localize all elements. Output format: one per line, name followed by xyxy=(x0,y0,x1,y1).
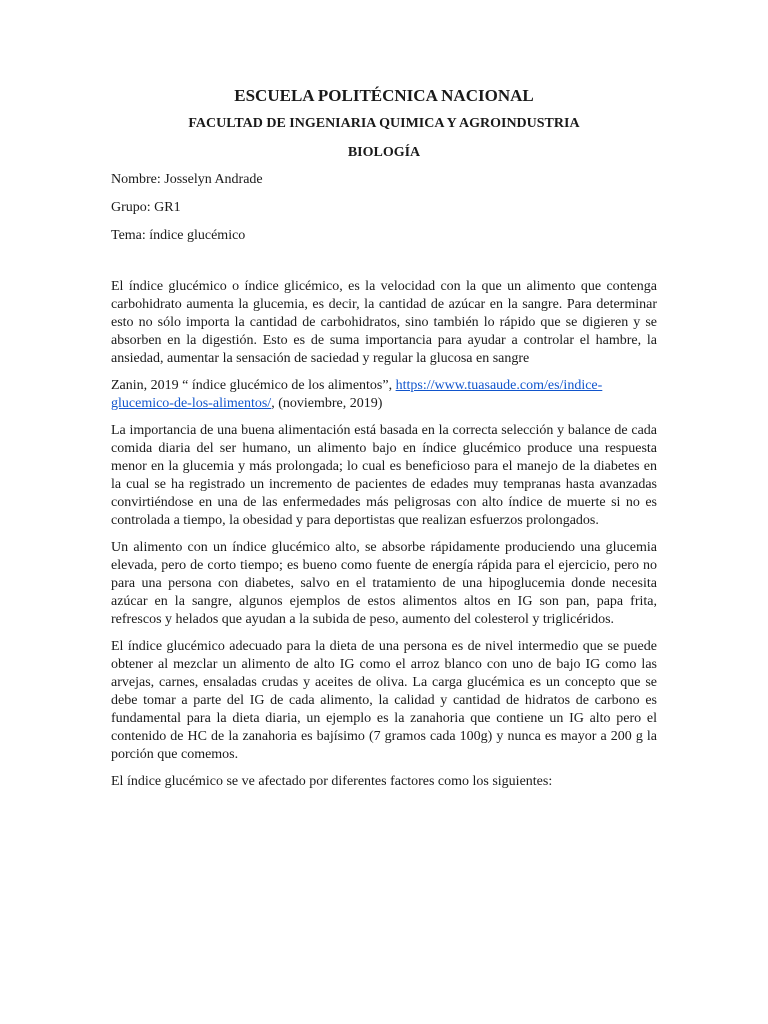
institution-title: ESCUELA POLITÉCNICA NACIONAL xyxy=(234,86,534,105)
paragraph-importance: La importancia de una buena alimentación está basada en la correcta selección y balance de cada comida diaria del ser humano, un alimento bajo en índice glucémico produce una respuesta menor en la glucemia y más prolongada; lo cual es beneficioso para el manejo de la diabetes en la cual se ha registrado un incremento de pacientes de edades muy tempranas hasta avanzadas convirtiéndose en una de las enfermedades más peligrosas con alto índice de muerte si no es controlada a tiempo, la obesidad y para deportistas que realizan esfuerzos prolongados. xyxy=(111,423,657,528)
citation-link[interactable]: https://www.tuasaude.com/es/indice-glucemico-de-los-alimentos/ xyxy=(111,378,603,411)
student-group: Grupo: GR1 xyxy=(111,200,181,215)
paragraph-factors: El índice glucémico se ve afectado por diferentes factores como los siguientes: xyxy=(111,774,553,789)
document-content xyxy=(111,86,657,800)
document-topic: Tema: índice glucémico xyxy=(111,228,246,243)
citation xyxy=(111,377,657,413)
subject-heading: BIOLOGÍA xyxy=(347,145,421,160)
paragraph-definition: El índice glucémico o índice glicémico, es la velocidad con la que un alimento que contenga carbohidrato aumenta la glucemia, es decir, la cantidad de azúcar en la sangre. Para determinar esto no sólo importa la cantidad de carbohidratos, sino también lo rápido que se digieren y se absorben en la digestión. Esto es de suma importancia para ayudar a controlar el hambre, la ansiedad, aumentar la sensación de saciedad y regular la glucosa en sangre xyxy=(111,279,657,366)
citation-date: , (noviembre, 2019) xyxy=(271,396,383,411)
faculty-subtitle: FACULTAD DE INGENIARIA QUIMICA Y AGROINDUSTRIA xyxy=(188,116,580,131)
paragraph-adequate-gi: El índice glucémico adecuado para la dieta de una persona es de nivel intermedio que se puede obtener al mezclar un alimento de alto IG como el arroz blanco con uno de bajo IG como las arvejas, carnes, ensaladas crudas y aceites de oliva. La carga glucémica es un concepto que se debe tomar a parte del IG de cada alimento, la calidad y cantidad de hidratos de carbono es fundamental para la dieta diaria, un ejemplo es la zanahoria que contiene un IG alto pero el contenido de HC de la zanahoria es bajísimo (7 gramos cada 100g) y nunca es mayor a 200 g la porción que comemos. xyxy=(111,639,657,762)
citation-text: Zanin, 2019 “ índice glucémico de los alimentos”, xyxy=(111,378,396,393)
student-name: Nombre: Josselyn Andrade xyxy=(111,172,263,187)
paragraph-high-gi: Un alimento con un índice glucémico alto, se absorbe rápidamente produciendo una glucemia elevada, pero de corto tiempo; es bueno como fuente de energía rápida para el ejercicio, pero no para una persona con diabetes, salvo en el tratamiento de una hipoglucemia donde necesita azúcar en la sangre, algunos ejemplos de estos alimentos altos en IG son pan, papa frita, refrescos y helados que ayudan a la subida de peso, aumento del colesterol y triglicéridos. xyxy=(111,540,657,627)
